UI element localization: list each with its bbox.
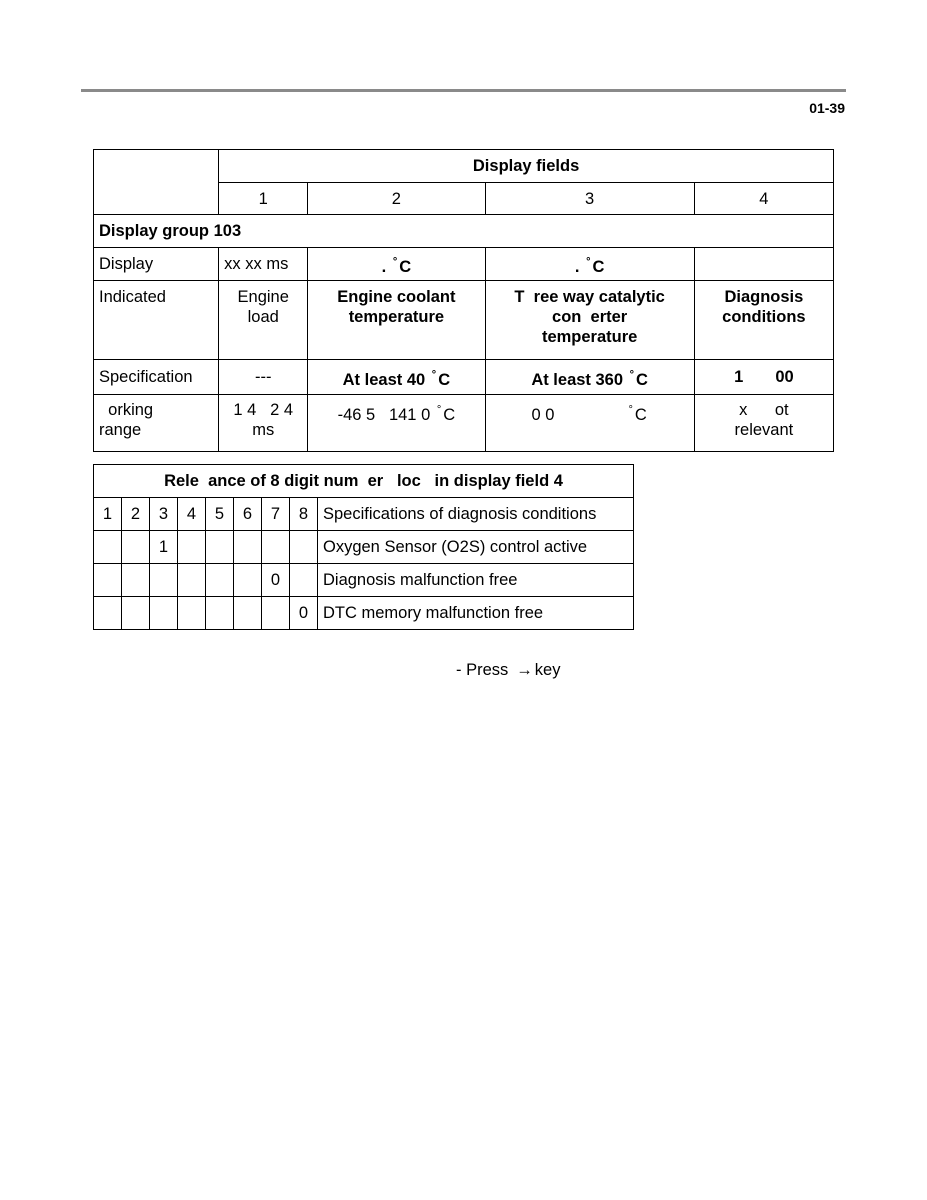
top-rule [81,89,846,92]
digit-number: 4 [178,498,206,531]
spec-field-2: At least 40 ° C [308,360,485,395]
condition-description: DTC memory malfunction free [318,597,634,630]
digit-number: 1 [94,498,122,531]
table-row [94,564,634,597]
digit-number: 3 [150,498,178,531]
digit-cell [178,597,206,630]
digit-cell [122,597,150,630]
indicated-field-3: T ree way catalytic con erter temperature [485,281,694,360]
indicated-field-2: Engine coolant temperature [308,281,485,360]
spec-field-4: 1 00 [694,360,833,395]
row-label-working-range: orking range [94,395,219,452]
digit-cell [206,597,234,630]
spec-field-1: --- [219,360,308,395]
range-field-4: x ot relevant [694,395,833,452]
dash: - [456,661,462,679]
digit-number: 7 [262,498,290,531]
range-field-2: -46 5 141 0 ° C [308,395,485,452]
digit-cell [234,597,262,630]
digit-header-row [94,498,634,531]
digit-cell [234,531,262,564]
digit-cell: 0 [290,597,318,630]
digit-cell [122,531,150,564]
digit-number: 8 [290,498,318,531]
digit-cell [206,564,234,597]
range-field-3: 0 0 ° C [485,395,694,452]
indicated-field-1: Engine load [219,281,308,360]
digit-cell [94,564,122,597]
digit-cell [290,531,318,564]
indicated-field-4: Diagnosis conditions [694,281,833,360]
page-number: 01-39 [809,100,845,116]
display-field-3: . ° C [485,248,694,281]
table-row [94,597,634,630]
digit-cell [206,531,234,564]
display-fields-header: Display fields [219,150,834,183]
specifications-header: Specifications of diagnosis conditions [318,498,634,531]
arrow-right-icon: → [516,661,533,679]
display-group-title: Display group 103 [94,215,834,248]
display-field-2: . ° C [308,248,485,281]
row-label-specification: Specification [94,360,219,395]
range-field-1: 1 4 2 4 ms [219,395,308,452]
condition-description: Diagnosis malfunction free [318,564,634,597]
digit-cell [290,564,318,597]
field-number: 1 [219,183,308,215]
digit-number: 5 [206,498,234,531]
digit-cell [178,564,206,597]
relevance-title: Rele ance of 8 digit num er loc in display field 4 [94,465,634,498]
digit-cell [150,597,178,630]
digit-cell: 1 [150,531,178,564]
digit-cell [150,564,178,597]
digit-cell [262,597,290,630]
row-label-indicated: Indicated [94,281,219,360]
press-key-instruction [456,661,560,680]
field-number: 3 [485,183,694,215]
digit-cell [234,564,262,597]
key-label: key [534,661,561,679]
field-number: 4 [694,183,833,215]
display-field-1: xx xx ms [219,248,308,281]
relevance-table [93,464,634,630]
row-label-display: Display [94,248,219,281]
digit-cell: 0 [262,564,290,597]
condition-description: Oxygen Sensor (O2S) control active [318,531,634,564]
display-field-4 [694,248,833,281]
digit-cell [178,531,206,564]
digit-cell [122,564,150,597]
digit-number: 6 [234,498,262,531]
empty-corner-cell [94,150,219,215]
field-number: 2 [308,183,485,215]
digit-cell [94,597,122,630]
digit-cell [262,531,290,564]
digit-number: 2 [122,498,150,531]
table-row [94,531,634,564]
press-label: Press [466,661,509,679]
spec-field-3: At least 360 ° C [485,360,694,395]
digit-cell [94,531,122,564]
display-group-table [93,149,834,452]
